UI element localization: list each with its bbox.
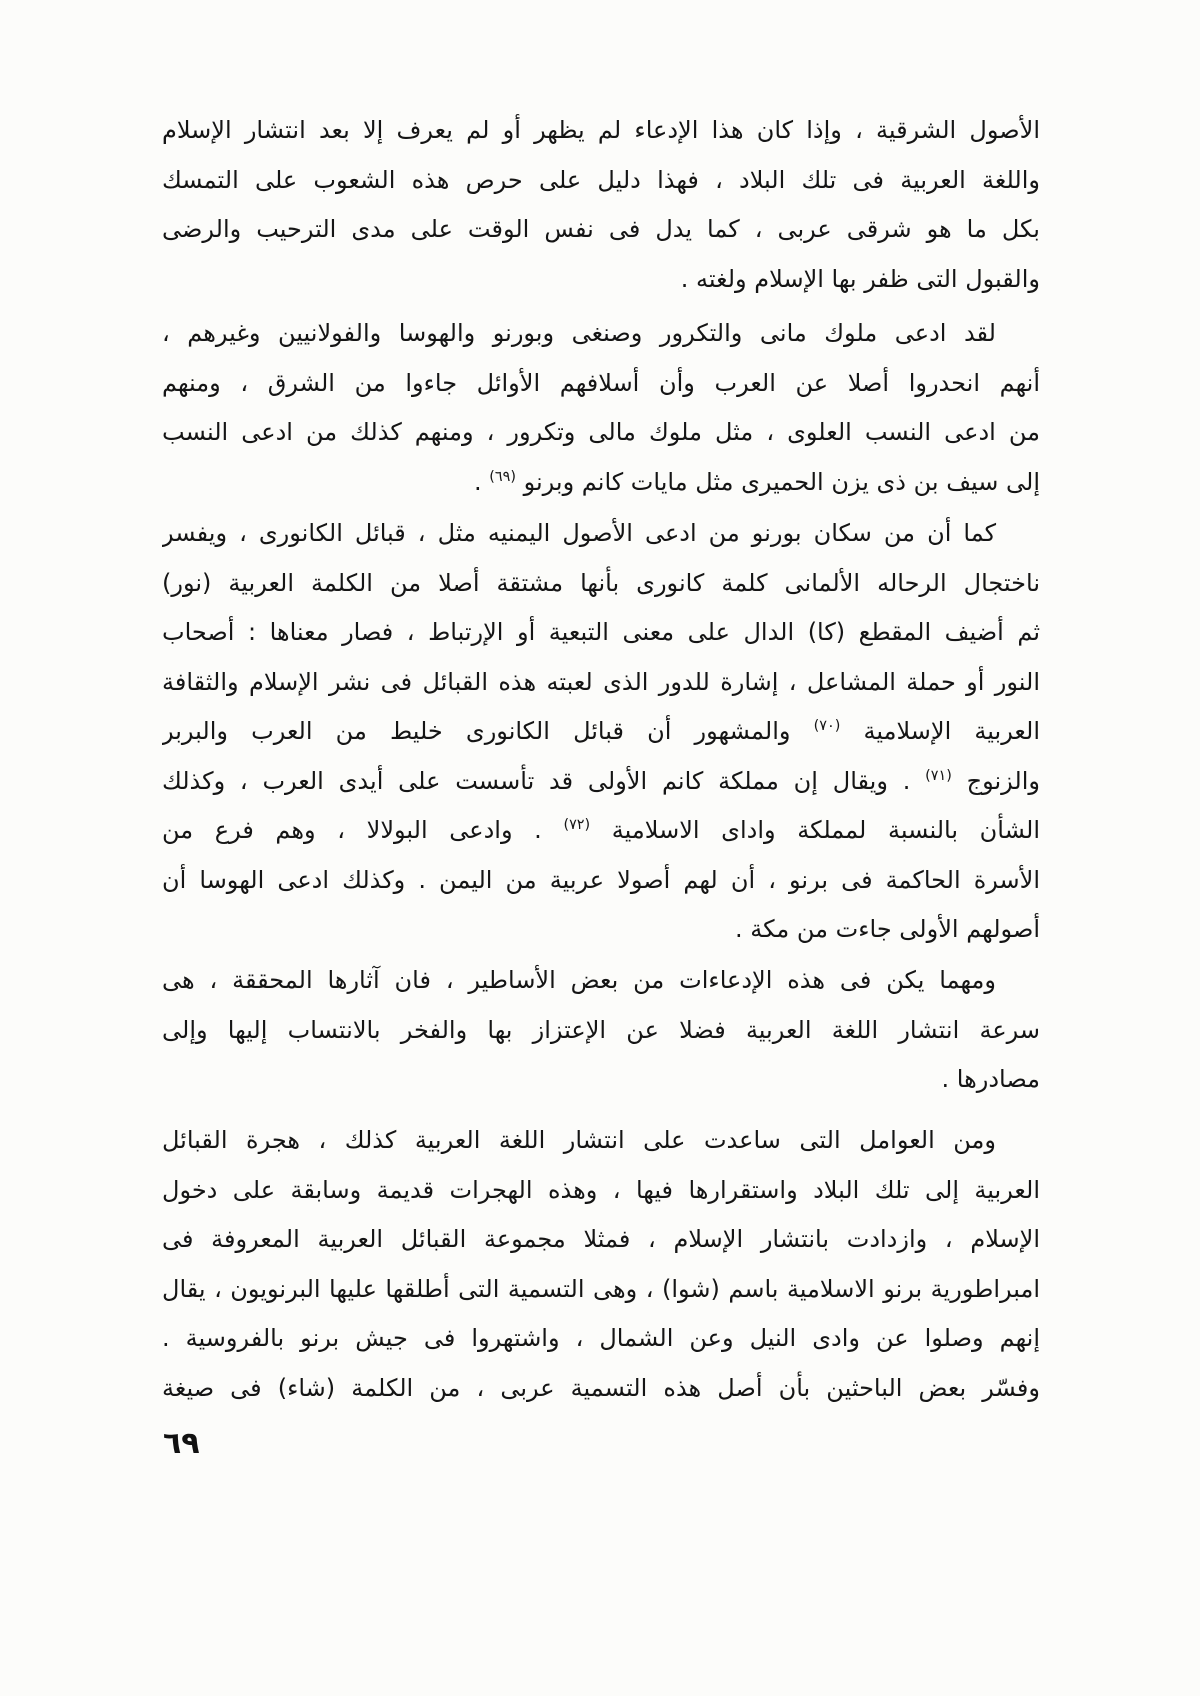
text-line: وفسّر بعض الباحثين بأن أصل هذه التسمية عربى ، من الكلمة (شاء) فى صيغة [162, 1373, 1040, 1402]
paragraph [162, 1116, 1040, 1413]
footnote-ref: (٧٢) [563, 817, 591, 833]
text-line: واللغة العربية فى تلك البلاد ، فهذا دليل على حرص هذه الشعوب على التمسك [162, 165, 1040, 194]
text-line: بكل ما هو شرقى عربى ، كما يدل فى نفس الوقت على مدى الترحيب والرضى [162, 215, 1040, 243]
footnote-ref: (٧٠) [813, 718, 841, 734]
text-line: مصادرها . [941, 1065, 1040, 1093]
text-line: إنهم وصلوا عن وادى النيل وعن الشمال ، واشتهروا فى جيش برنو بالفروسية . [162, 1324, 1040, 1352]
paragraph [162, 956, 1040, 1105]
text-line [162, 458, 1040, 508]
text-segment: . ويقال إن مملكة كانم الأولى قد تأسست على أيدى العرب ، وكذلك [162, 766, 926, 795]
text-line [162, 806, 1040, 856]
text-line [162, 757, 1040, 807]
text-line: ومهما يكن فى هذه الإدعاءات من بعض الأساطير ، فان آثارها المحققة ، هى [162, 966, 996, 994]
footnote-ref: (٦٩) [489, 468, 516, 485]
text-line: أنهم انحدروا أصلا عن العرب وأن أسلافهم الأوائل جاءوا من الشرق ، ومنهم [162, 368, 1040, 397]
text-segment: والزنوج [951, 766, 1040, 795]
text-segment: العربية الإسلامية [840, 717, 1040, 745]
text-line: من ادعى النسب العلوى ، مثل ملوك مالى وتكرور ، ومنهم كذلك من ادعى النسب [162, 418, 1040, 446]
text-line: امبراطورية برنو الاسلامية باسم (شوا) ، وهى التسمية التى أطلقها عليها البرنويون ، يقال [162, 1274, 1040, 1303]
text-segment: إلى سيف بن ذى يزن الحميرى مثل مايات كانم وبرنو [515, 467, 1040, 496]
text-segment: والمشهور أن قبائل الكانورى خليط من العرب والبربر [162, 717, 814, 745]
text-segment: . وادعى البولالا ، وهم فرع من [162, 816, 564, 844]
text-line: كما أن من سكان بورنو من ادعى الأصول اليمنيه مثل ، قبائل الكانورى ، ويفسر [162, 519, 996, 547]
text-line: لقد ادعى ملوك مانى والتكرور وصنغى وبورنو والهوسا والفولانيين وغيرهم ، [162, 319, 996, 347]
text-line: ناختجال الرحاله الألمانى كلمة كانورى بأنها مشتقة أصلا من الكلمة العربية (نور) [162, 568, 1040, 597]
text-segment: . [473, 467, 490, 496]
text-line: ثم أضيف المقطع (كا) الدال على معنى التبعية أو الإرتباط ، فصار معناها : أصحاب [162, 618, 1040, 646]
text-line: الأصول الشرقية ، وإذا كان هذا الإدعاء لم يظهر أو لم يعرف إلا بعد انتشار الإسلام [162, 116, 1040, 144]
paragraph [162, 509, 1040, 955]
paragraph [162, 309, 1040, 507]
text-line: ومن العوامل التى ساعدت على انتشار اللغة العربية كذلك ، هجرة القبائل [162, 1126, 996, 1154]
text-line: سرعة انتشار اللغة العربية فضلا عن الإعتزاز بها والفخر بالانتساب إليها وإلى [162, 1015, 1040, 1044]
text-line: النور أو حملة المشاعل ، إشارة للدور الذى لعبته هذه القبائل فى نشر الإسلام والثقافة [162, 667, 1040, 696]
paragraph [162, 106, 1040, 304]
text-line [162, 707, 1040, 757]
text-block [162, 0, 1040, 1696]
text-line: والقبول التى ظفر بها الإسلام ولغته . [680, 264, 1040, 293]
text-line: أصولهم الأولى جاءت من مكة . [735, 915, 1040, 943]
text-line: الأسرة الحاكمة فى برنو ، أن لهم أصولا عربية من اليمن . وكذلك ادعى الهوسا أن [162, 865, 1040, 894]
page-number: ٦٩ [163, 1426, 200, 1461]
text-line: الإسلام ، وازدادت بانتشار الإسلام ، فمثلا مجموعة القبائل العربية المعروفة فى [162, 1225, 1040, 1253]
footnote-ref: (٧١) [925, 767, 952, 784]
text-segment: الشأن بالنسبة لمملكة واداى الاسلامية [590, 816, 1040, 844]
text-line: العربية إلى تلك البلاد واستقرارها فيها ، وهذه الهجرات قديمة وسابقة على دخول [162, 1175, 1040, 1204]
